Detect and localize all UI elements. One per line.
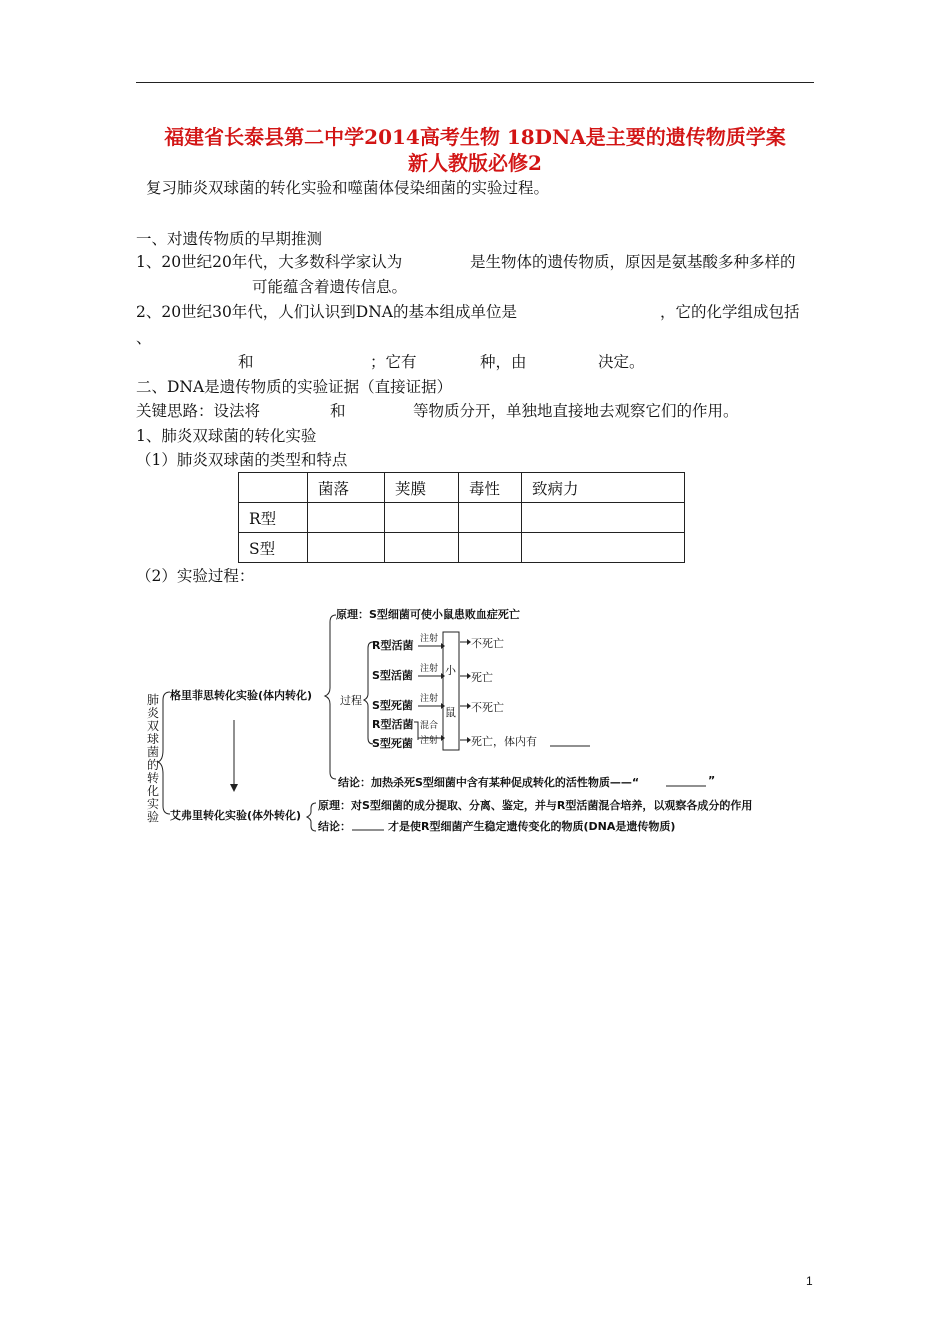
- question2-part-c: 、: [136, 329, 152, 347]
- page-title: 福建省长泰县第二中学2014高考生物 18DNA是主要的遗传物质学案: [164, 125, 786, 149]
- table-header-cell: 毒性: [459, 473, 522, 503]
- inject-label: 注射: [420, 694, 439, 704]
- question2-part-a: 2、20世纪30年代，人们认识到DNA的基本组成单位是: [136, 303, 517, 321]
- conclusion-avery-a: 结论：: [318, 820, 351, 833]
- subheading-transformation: 1、肺炎双球菌的转化实验: [136, 427, 317, 445]
- subheading-process: （2）实验过程：: [136, 567, 255, 585]
- principle-griffith: 原理：S型细菌可使小鼠患败血症死亡: [336, 608, 520, 621]
- s-live-label: S型活菌: [372, 669, 413, 682]
- question2-part-g: 决定。: [598, 353, 645, 371]
- mouse-label-top: 小: [445, 664, 456, 677]
- griffith-label: 格里菲思转化实验(体内转化): [170, 689, 313, 702]
- page-subtitle: 新人教版必修2: [408, 151, 542, 175]
- table-header-cell: 菌落: [308, 473, 385, 503]
- inject-label: 注射: [420, 736, 439, 746]
- key-idea-part-b: 和: [330, 402, 346, 420]
- key-idea-part-a: 关键思路：设法将: [136, 402, 261, 420]
- question1-part-a: 1、20世纪20年代，大多数科学家认为: [136, 253, 403, 271]
- process-label: 过程: [340, 694, 362, 707]
- r-live-label: R型活菌: [372, 639, 414, 652]
- result-3: 不死亡: [471, 701, 504, 714]
- side-label-vertical: 肺炎双球菌的转化实验: [146, 693, 159, 824]
- s-dead-mix-label: S型死菌: [372, 737, 413, 750]
- section1-heading: 一、对遗传物质的早期推测: [136, 230, 323, 248]
- question2-part-e: ；它有: [370, 353, 417, 371]
- question1-part-b: 是生物体的遗传物质，原因是氨基酸多种多样的: [470, 253, 796, 271]
- question2-part-d: 和: [238, 353, 254, 371]
- table-cell: S型: [239, 533, 308, 563]
- avery-label: 艾弗里转化实验(体外转化): [170, 809, 302, 822]
- page-number: 1: [806, 1274, 813, 1288]
- question1-part-c: 可能蕴含着遗传信息。: [252, 278, 408, 296]
- intro-text: 复习肺炎双球菌的转化实验和噬菌体侵染细菌的实验过程。: [146, 179, 550, 197]
- inject-label: 注射: [420, 664, 439, 674]
- conclusion-griffith: 结论：加热杀死S型细菌中含有某种促成转化的活性物质——“: [338, 776, 640, 789]
- result-4: 死亡，体内有: [471, 735, 537, 748]
- conclusion-avery-b: 才是使R型细菌产生稳定遗传变化的物质(DNA是遗传物质): [388, 820, 676, 833]
- s-dead-label: S型死菌: [372, 699, 413, 712]
- subheading-types: （1）肺炎双球菌的类型和特点: [136, 451, 348, 469]
- inject-label: 注射: [420, 634, 439, 644]
- table-header-cell: 荚膜: [385, 473, 459, 503]
- mix-label: 混合: [420, 721, 439, 731]
- r-live-mix-label: R型活菌: [372, 718, 414, 731]
- question2-part-f: 种，由: [480, 353, 527, 371]
- table-cell: R型: [239, 503, 308, 533]
- conclusion-griffith-end: ”: [708, 774, 716, 787]
- result-1: 不死亡: [471, 637, 504, 650]
- mouse-label-bottom: 鼠: [445, 706, 456, 719]
- table-header-cell: 致病力: [522, 473, 685, 503]
- section2-heading: 二、DNA是遗传物质的实验证据（直接证据）: [136, 378, 453, 396]
- principle-avery: 原理：对S型细菌的成分提取、分离、鉴定，并与R型活菌混合培养，以观察各成分的作用: [318, 799, 753, 812]
- key-idea-part-c: 等物质分开，单独地直接地去观察它们的作用。: [413, 402, 739, 420]
- result-2: 死亡: [471, 671, 493, 684]
- question2-part-b: ，它的化学组成包括: [660, 303, 800, 321]
